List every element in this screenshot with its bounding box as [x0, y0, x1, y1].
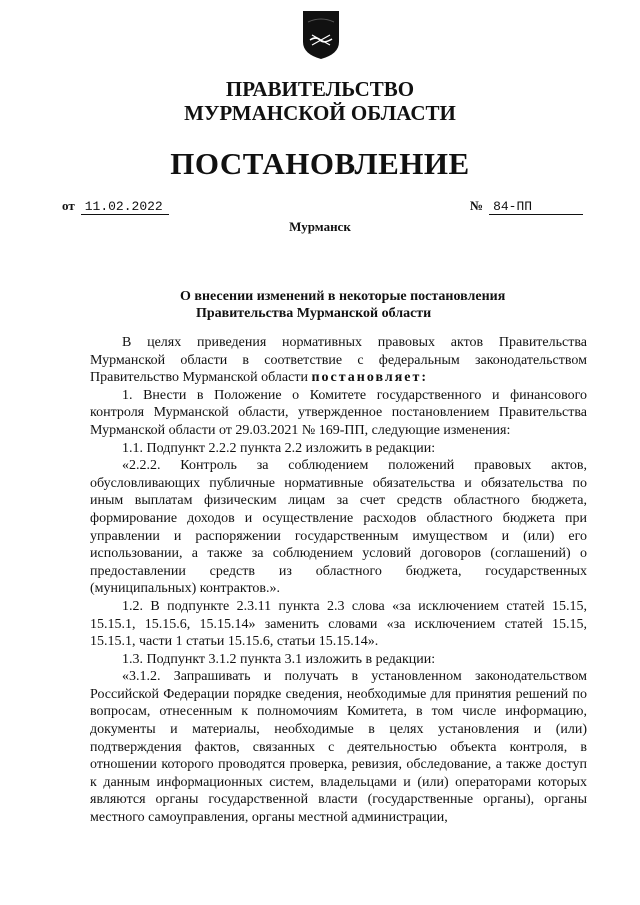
- paragraph-item-2-2-2: «2.2.2. Контроль за соблюдением положений правовых актов, обусловливающих публичные нормативные обязательства и обязательства по иным выплатам физическим лицам за счет средств областного бюджета, формирование доходов и осуществление расходов областного бюджета при управлении и распоряжении государственным имуществом и (или) его использовании, а также за соблюдением условий договоров (соглашений) о предоставлении средств из областного бюджета, государственных (муниципальных) контрактов.».: [90, 458, 587, 597]
- paragraph-item-1: 1. Внести в Положение о Комитете государственного и финансового контроля Мурманской области, утвержденное постановлением Правительства Мурманской области от 29.03.2021 № 169-ПП, следующие изменения:: [90, 387, 587, 438]
- number-value: 84-ПП: [489, 199, 583, 215]
- subject-line2: Правительства Мурманской области: [196, 306, 432, 321]
- date-value: 11.02.2022: [81, 199, 169, 215]
- preamble-text: В целях приведения нормативных правовых актов Правительства Мурманской области в соответствие с федеральным законодательством Правительство Мурманской области: [90, 335, 587, 386]
- document-subject: [180, 288, 580, 322]
- paragraph-item-3-1-2: «3.1.2. Запрашивать и получать в установленном законодательством Российской Федерации порядке сведения, необходимые для принятия решений по вопросам, отнесенным к полномочиям Комитета, в том числе информацию, документы и материалы, необходимые в целях установления и (или) подтверждения фактов, связанных с деятельностью объекта контроля, в отношении которого проводятся проверка, ревизия, обследование, а также доступ к данным информационных систем, владельцами и (или) операторами которых являются органы государственной власти (государственные органы), органы местного самоуправления, органы местной администрации,: [90, 669, 587, 826]
- coat-of-arms-icon: [302, 10, 340, 60]
- subject-line1: О внесении изменений в некоторые постановления: [180, 289, 506, 304]
- number-label: №: [470, 198, 484, 213]
- government-title-line2: МУРМАНСКОЙ ОБЛАСТИ: [184, 101, 456, 125]
- document-number: [470, 198, 583, 215]
- document-date: [62, 198, 169, 215]
- paragraph-item-1-2: 1.2. В подпункте 2.3.11 пункта 2.3 слова «за исключением статей 15.15, 15.15.1, 15.15.6, 15.15.14» заменить словами «за исключением статей 15.15, 15.15.1, части 1 статьи 15.15.6, статьи 15.15.14».: [90, 598, 587, 650]
- document-body: [90, 334, 587, 827]
- paragraph-item-1-3: 1.3. Подпункт 3.1.2 пункта 3.1 изложить в редакции:: [122, 651, 436, 667]
- city-name: Мурманск: [289, 219, 351, 234]
- government-title-line1: ПРАВИТЕЛЬСТВО: [225, 77, 415, 101]
- date-label: от: [62, 198, 75, 213]
- paragraph-item-1-1: 1.1. Подпункт 2.2.2 пункта 2.2 изложить в редакции:: [122, 440, 436, 456]
- paragraph-preamble: [90, 334, 587, 387]
- document-type-heading: ПОСТАНОВЛЕНИЕ: [170, 146, 470, 181]
- preamble-decree-word: постановляет:: [311, 370, 429, 386]
